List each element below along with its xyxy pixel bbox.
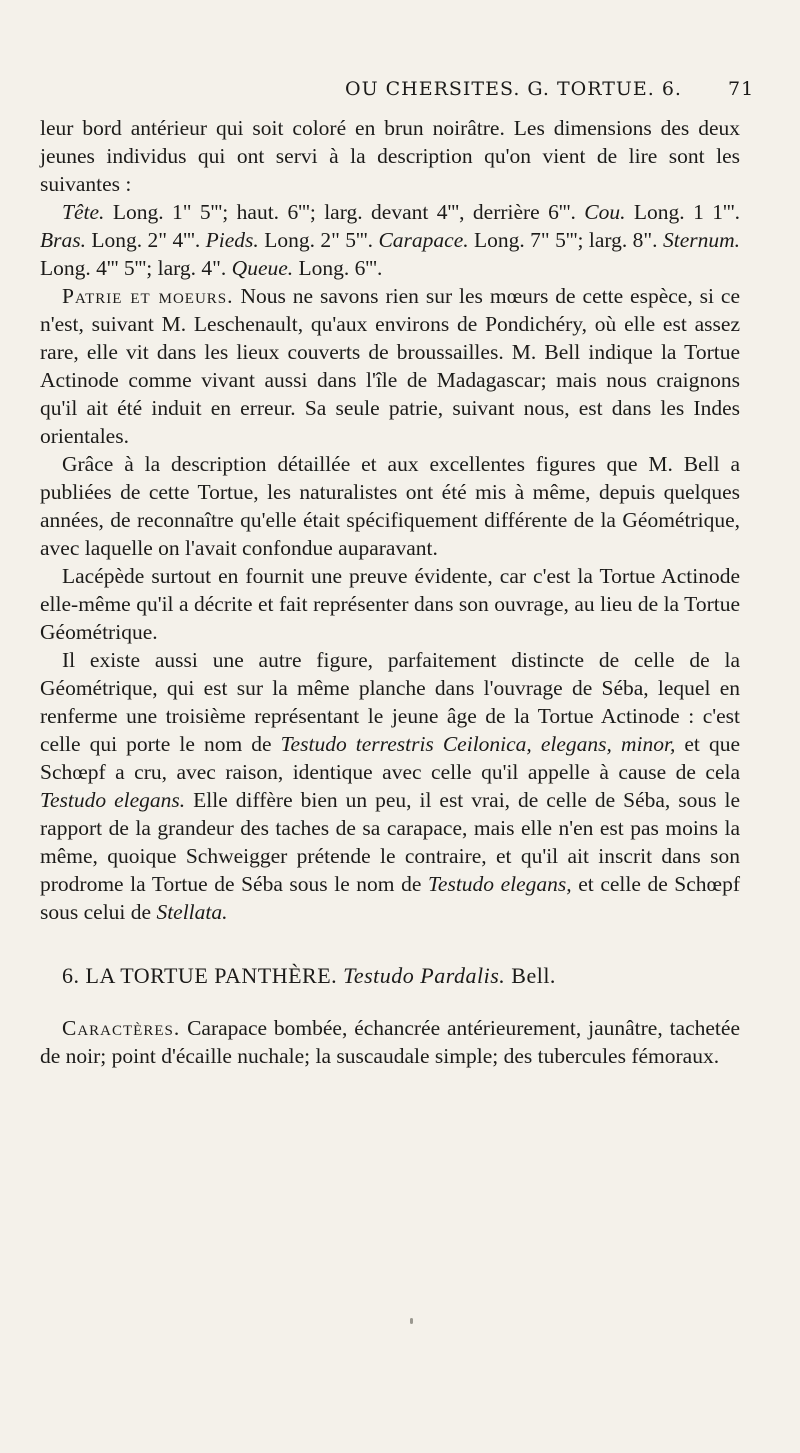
- seba-latin-d: Testudo elegans.: [40, 788, 186, 812]
- caracteres-lead: Caractères.: [62, 1016, 181, 1040]
- patrie-text: Nous ne savons rien sur les mœurs de cette espèce, si ce n'est, suivant M. Leschenault, qu'aux environs de Pondichéry, où elle est assez rare, elle vit dans les lieux couverts de broussailles. M. Bell indique la Tortue Actinode comme vivant aussi dans l'île de Madagascar; mais nous craignons qu'il ait été induit en erreur. Sa seule patrie, suivant nous, est dans les Indes orientales.: [40, 284, 740, 448]
- seba-text-a: Il existe aussi une autre figure, parfaitement distincte de celle de la Géométrique, qui est sur la même planche dans l'ouvrage de Séba, lequel en renferme une troisième représentant le jeune âge de la Tortue Actinode : c'est celle qui porte le nom de: [40, 648, 740, 756]
- paragraph-dimensions: [40, 198, 740, 282]
- dim-value-pieds: Long. 2" 5'''.: [258, 228, 379, 252]
- seba-latin-f: Testudo elegans,: [427, 872, 572, 896]
- dim-value-tete: Long. 1" 5'''; haut. 6'''; larg. devant 4''', derrière 6'''.: [104, 200, 585, 224]
- section-latin-name: Testudo Pardalis.: [343, 963, 506, 988]
- dim-value-queue: Long. 6'''.: [293, 256, 383, 280]
- caracteres-text: Carapace bombée, échancrée antérieurement, jaunâtre, tachetée de noir; point d'écaille nuchale; la suscaudale simple; des tubercules fémoraux.: [40, 1016, 740, 1068]
- dim-value-bras: Long. 2" 4'''.: [86, 228, 206, 252]
- paragraph-lacepede: Lacépède surtout en fournit une preuve évidente, car c'est la Tortue Actinode elle-même qu'il a décrite et fait représenter dans son ouvrage, au lieu de la Tortue Géométrique.: [40, 564, 740, 644]
- paragraph-bell: Grâce à la description détaillée et aux excellentes figures que M. Bell a publiées de cette Tortue, les naturalistes ont été mis à même, depuis quelques années, de reconnaître qu'elle était spécifiquement différente de la Géométrique, avec laquelle on l'avait confondue auparavant.: [40, 452, 740, 560]
- patrie-lead: Patrie et moeurs.: [62, 284, 234, 308]
- dim-label-carapace: Carapace.: [378, 228, 469, 252]
- dim-label-sternum: Sternum.: [662, 228, 741, 252]
- seba-text-g: et celle de Schœpf sous celui de: [40, 872, 740, 924]
- seba-text-c: et que Schœpf a cru, avec raison, identique avec celle qu'il appelle à cause de cela: [40, 732, 740, 784]
- page-body: [40, 114, 740, 1070]
- section-heading: [40, 962, 740, 990]
- dim-value-carapace: Long. 7" 5'''; larg. 8".: [468, 228, 663, 252]
- seba-text-e: Elle diffère bien un peu, il est vrai, de celle de Séba, sous le rapport de la grandeur des taches de sa carapace, mais elle n'en est pas moins la même, quoique Schweigger prétende le contraire, et qu'il ait inscrit dans son prodrome la Tortue de Séba sous le nom de: [40, 788, 740, 896]
- paragraph-caracteres: [40, 1014, 740, 1070]
- ink-speck: [410, 1318, 413, 1324]
- dim-label-bras: Bras.: [40, 228, 86, 252]
- section-title: 6. LA TORTUE PANTHÈRE.: [62, 963, 338, 988]
- dim-label-tete: Tête.: [62, 200, 105, 224]
- dim-value-cou: Long. 1 1'''.: [625, 200, 740, 224]
- spacer: [40, 990, 740, 1014]
- dim-label-pieds: Pieds.: [205, 228, 259, 252]
- running-title: OU CHERSITES. G. TORTUE. 6.: [345, 78, 682, 100]
- paragraph-patrie: [40, 282, 740, 450]
- dim-label-queue: Queue.: [231, 256, 294, 280]
- page-number: 71: [728, 78, 755, 100]
- paragraph-seba: [40, 646, 740, 926]
- dim-value-sternum: Long. 4''' 5'''; larg. 4".: [40, 256, 232, 280]
- dim-label-cou: Cou.: [584, 200, 626, 224]
- paragraph-dimensions-intro: leur bord antérieur qui soit coloré en brun noirâtre. Les dimensions des deux jeunes individus qui ont servi à la description qu'on vient de lire sont les suivantes :: [40, 116, 740, 196]
- seba-latin-h: Stellata.: [156, 900, 228, 924]
- seba-latin-b: Testudo terrestris Ceilonica, elegans, minor,: [280, 732, 676, 756]
- section-author: Bell.: [511, 963, 556, 988]
